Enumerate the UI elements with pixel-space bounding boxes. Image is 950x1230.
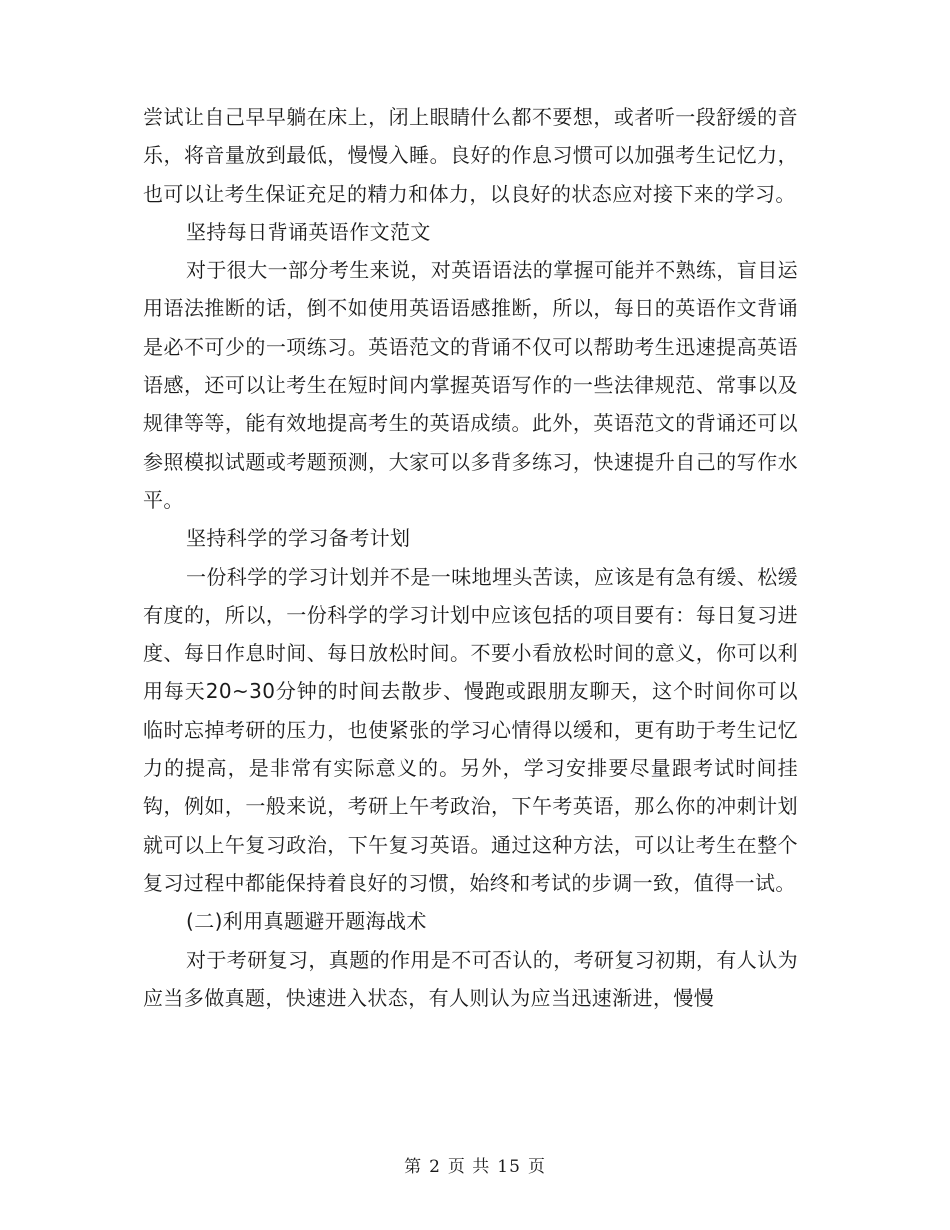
section-heading: (二)利用真题避开题海战术: [186, 909, 427, 934]
body-paragraph: 对于很大一部分考生来说，对英语语法的掌握可能并不熟练，盲目运用语法推断的话，倒不如使用英语语感推断，所以，每日的英语作文背诵是必不可少的一项练习。英语范文的背诵不仅可以帮助考生迅速提高英语语感，还可以让考生在短时间内掌握英语写作的一些法律规范、常事以及规律等等，能有效地提高考生的英语成绩。此外，英语范文的背诵还可以参照模拟试题或考题预测，大家可以多背多练习，快速提升自己的写作水平。: [143, 258, 798, 512]
body-paragraph: 尝试让自己早早躺在床上，闭上眼睛什么都不要想，或者听一段舒缓的音乐，将音量放到最低，慢慢入睡。良好的作息习惯可以加强考生记忆力，也可以让考生保证充足的精力和体力，以良好的状态应对接下来的学习。: [143, 105, 798, 206]
section-heading: 坚持每日背诵英语作文范文: [186, 219, 431, 244]
footer-total-pages: 15: [497, 1157, 521, 1177]
footer-suffix: 页: [527, 1157, 546, 1177]
footer-middle: 页 共: [447, 1157, 491, 1177]
page-footer: [0, 1152, 950, 1177]
document-body: [143, 98, 798, 1017]
section-heading: 坚持科学的学习备考计划: [186, 526, 411, 551]
body-paragraph: 对于考研复习，真题的作用是不可否认的，考研复习初期，有人认为应当多做真题，快速进入状态，有人则认为应当迅速渐进，慢慢: [143, 947, 798, 1010]
footer-current-page: 2: [429, 1157, 441, 1177]
body-paragraph: 一份科学的学习计划并不是一味地埋头苦读，应该是有急有缓、松缓有度的，所以，一份科学的学习计划中应该包括的项目要有：每日复习进度、每日作息时间、每日放松时间。不要小看放松时间的意义，你可以利用每天20~30分钟的时间去散步、慢跑或跟朋友聊天，这个时间你可以临时忘掉考研的压力，也使紧张的学习心情得以缓和，更有助于考生记忆力的提高，是非常有实际意义的。另外，学习安排要尽量跟考试时间挂钩，例如，一般来说，考研上午考政治，下午考英语，那么你的冲刺计划就可以上午复习政治，下午复习英语。通过这种方法，可以让考生在整个复习过程中都能保持着良好的习惯，始终和考试的步调一致，值得一试。: [143, 564, 798, 895]
footer-prefix: 第: [404, 1157, 423, 1177]
